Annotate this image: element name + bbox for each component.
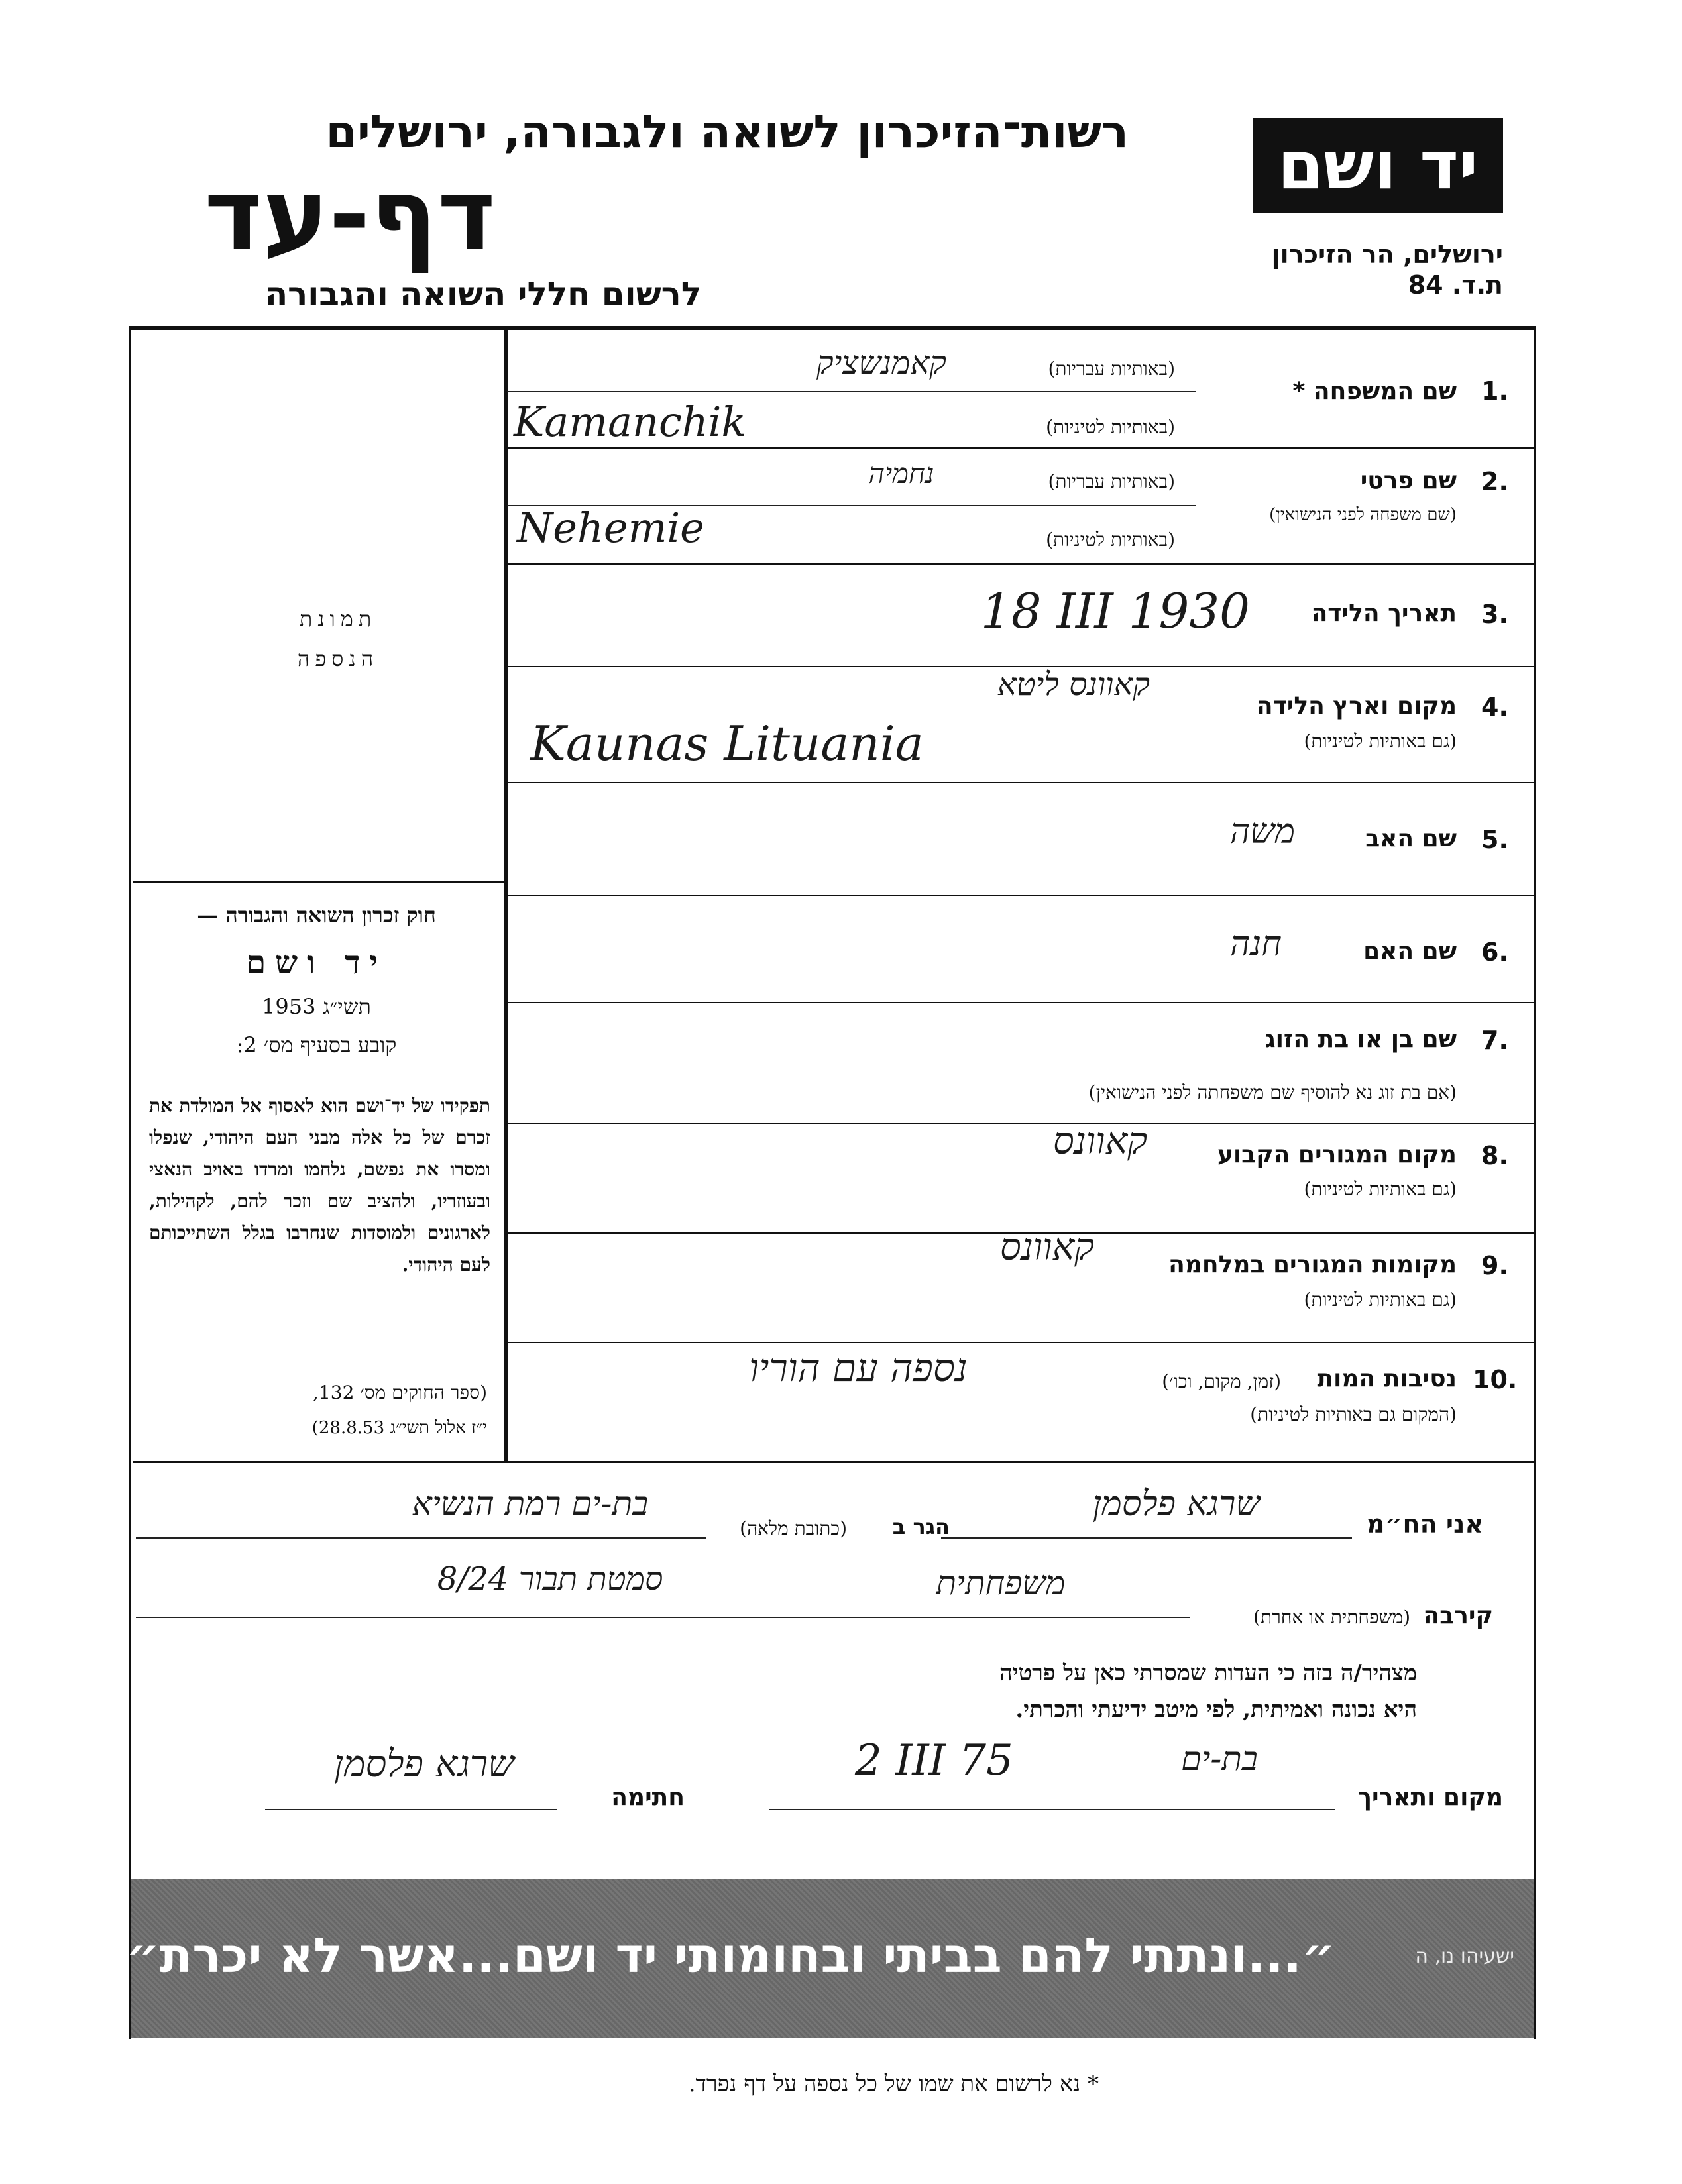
address-note: (כתובת מלאה) (740, 1517, 847, 1539)
field-10-label: נסיבות המות (1317, 1365, 1457, 1392)
address-value-2[interactable]: סמטת תבור 8/24 (437, 1560, 663, 1598)
field-7-sub: (אם בת זוג נא להוסיף שם משפחתה לפני הנישואין) (1088, 1081, 1457, 1103)
field-3-label: תאריך הלידה (1311, 600, 1457, 627)
field-4-value-latin[interactable]: Kaunas Lituania (530, 716, 924, 771)
declaration-line-1: מצהיר/ה בזה כי העדות שמסרתי כאן על פרטיה (999, 1660, 1417, 1686)
law-source: (ספר החוקים מס׳ 132, (313, 1382, 487, 1403)
field-2-sub-latin: (באותיות לטיניות) (1046, 529, 1175, 551)
field-2-value-hebrew[interactable]: נחמיה (868, 457, 934, 490)
field-8-number: 8. (1481, 1141, 1508, 1170)
field-2-value-latin[interactable]: Nehemie (517, 504, 704, 552)
address-line-2: ת.ד. 84 (1408, 270, 1503, 300)
photo-label-1: תמונת (299, 606, 377, 631)
field-9-value[interactable]: קאוונס (999, 1226, 1095, 1269)
footnote: * נא לרשום את שמו של כל נספה על דף נפרד. (688, 2071, 1099, 2097)
form-subtitle: לרשום חללי השואה והגבורה (264, 275, 701, 313)
field-2-sub-hebrew: (באותיות עבריות) (1048, 470, 1175, 492)
f1-inner-line (507, 391, 1196, 392)
place-value[interactable]: בת-ים (1181, 1739, 1258, 1778)
row-divider-2 (507, 563, 1534, 565)
banner-reference: ישעיהו נו, ה (1415, 1945, 1514, 1968)
address-line-1: ירושלים, הר הזיכרון (1271, 240, 1503, 269)
field-8-label: מקום המגורים הקבוע (1217, 1141, 1457, 1168)
section-divider (133, 1461, 1536, 1463)
field-1-sub-hebrew: (באותיות עבריות) (1048, 358, 1175, 380)
field-8-value[interactable]: קאוונס (1052, 1120, 1148, 1163)
field-1-sub-latin: (באותיות לטיניות) (1046, 416, 1175, 438)
field-4-label: מקום וארץ הלידה (1256, 692, 1457, 720)
field-7-label: שם בן או בת הזוג (1264, 1026, 1457, 1053)
relation-note: (משפחתית או אחרת) (1253, 1606, 1410, 1628)
signature-line (265, 1809, 557, 1810)
field-2-number: 2. (1481, 467, 1508, 496)
field-2-note: (שם משפחה לפני הנישואין) (1269, 505, 1457, 525)
relation-label: קירבה (1423, 1602, 1493, 1629)
row-divider-4 (507, 782, 1534, 783)
date-value[interactable]: 2 III 75 (855, 1736, 1013, 1785)
row-divider-5 (507, 895, 1534, 896)
declarant-name-line (941, 1537, 1352, 1539)
field-3-value[interactable]: 18 III 1930 (981, 583, 1250, 639)
address-value[interactable]: בת-ים רמת הנשיא (412, 1484, 649, 1523)
logo-text: יד ושם (1277, 127, 1479, 204)
form-title: דף-עד (204, 158, 496, 273)
banner-quote: ״...ונתתי להם בביתי ובחומותי יד ושם...אשר לא יכרת״ (125, 1928, 1335, 1983)
field-5-number: 5. (1481, 825, 1508, 854)
place-date-label: מקום ותאריך (1358, 1784, 1503, 1811)
field-10-sub-1: (זמן, מקום, וכו׳) (1162, 1370, 1281, 1392)
field-10-sub-2: (המקום גם באותיות לטיניות) (1250, 1403, 1457, 1425)
frame-right (1534, 326, 1536, 2039)
place-date-line (769, 1809, 1335, 1810)
signature-label: חתימה (611, 1784, 685, 1811)
field-9-label: מקומות המגורים במלחמה (1168, 1251, 1457, 1278)
field-10-number: 10. (1473, 1365, 1518, 1394)
signature-value[interactable]: שרגא פלסמן (334, 1743, 514, 1786)
yad-vashem-logo (1253, 118, 1503, 213)
field-1-value-latin[interactable]: Kamanchik (514, 398, 747, 446)
field-1-label: שם המשפחה * (1292, 378, 1457, 405)
field-6-number: 6. (1481, 938, 1508, 967)
frame-left (129, 326, 131, 2039)
resides-label: הגר ב (892, 1514, 950, 1539)
field-6-value[interactable]: חנה (1229, 924, 1282, 964)
address-line-2 (136, 1617, 1190, 1618)
relation-value[interactable]: משפחתית (936, 1564, 1066, 1602)
photo-label-2: הנספה (297, 646, 379, 671)
row-divider-9 (507, 1342, 1534, 1343)
declaration-line-2: היא נכונה ואמיתית, לפי מיטב ידיעתי והכרתי. (1015, 1696, 1417, 1723)
field-4-value-hebrew[interactable]: קאוונס ליטא (997, 666, 1150, 703)
field-9-number: 9. (1481, 1251, 1508, 1280)
row-divider-1 (507, 447, 1534, 449)
field-1-number: 1. (1481, 376, 1508, 406)
law-body: תפקידו של יד־ושם הוא לאסוף אל המולדת את זכרם של כל אלה מבני העם היהודי, שנפלו ומסרו את נפשם, נלחמו ומרדו באויב הנאצי ובעוזריו, ולהציב שם וזכר להם, לקהילות, לארגונים ולמוסדות שנחרבו בגלל השתייכותם לעם היהודי. (149, 1095, 490, 1276)
field-1-value-hebrew[interactable]: קאמנשציק (816, 345, 946, 382)
law-clause: קובע בסעיף מס׳ 2: (236, 1032, 397, 1058)
row-divider-6 (507, 1002, 1534, 1003)
law-date: י״ז אלול תשי״ג 28.8.53) (311, 1418, 487, 1438)
photo-law-divider (133, 881, 504, 883)
field-col-border (505, 330, 508, 1463)
field-4-number: 4. (1481, 692, 1508, 722)
field-8-sub: (גם באותיות לטיניות) (1304, 1178, 1457, 1200)
field-3-number: 3. (1481, 600, 1508, 629)
field-5-value[interactable]: משה (1229, 812, 1296, 851)
field-4-sub: (גם באותיות לטיניות) (1304, 730, 1457, 752)
field-7-number: 7. (1481, 1026, 1508, 1055)
field-5-label: שם האב (1365, 825, 1457, 852)
field-10-value[interactable]: נספה עם הוריו (749, 1345, 968, 1390)
law-year: תשי״ג 1953 (262, 994, 371, 1019)
address-line (136, 1537, 706, 1539)
quote-banner (125, 1879, 1534, 2038)
field-9-sub: (גם באותיות לטיניות) (1304, 1289, 1457, 1311)
field-6-label: שם האם (1363, 938, 1457, 965)
declarant-label: אני הח״מ (1367, 1509, 1483, 1539)
law-name: יד ושם (246, 944, 387, 981)
authority-title: רשות־הזיכרון לשואה ולגבורה, ירושלים (325, 106, 1129, 158)
declarant-name-value[interactable]: שרגא פלסמן (1092, 1484, 1261, 1524)
field-2-label: שם פרטי (1360, 467, 1457, 494)
frame-top (129, 326, 1536, 330)
law-title: חוק זכרון השואה והגבורה — (197, 902, 436, 928)
